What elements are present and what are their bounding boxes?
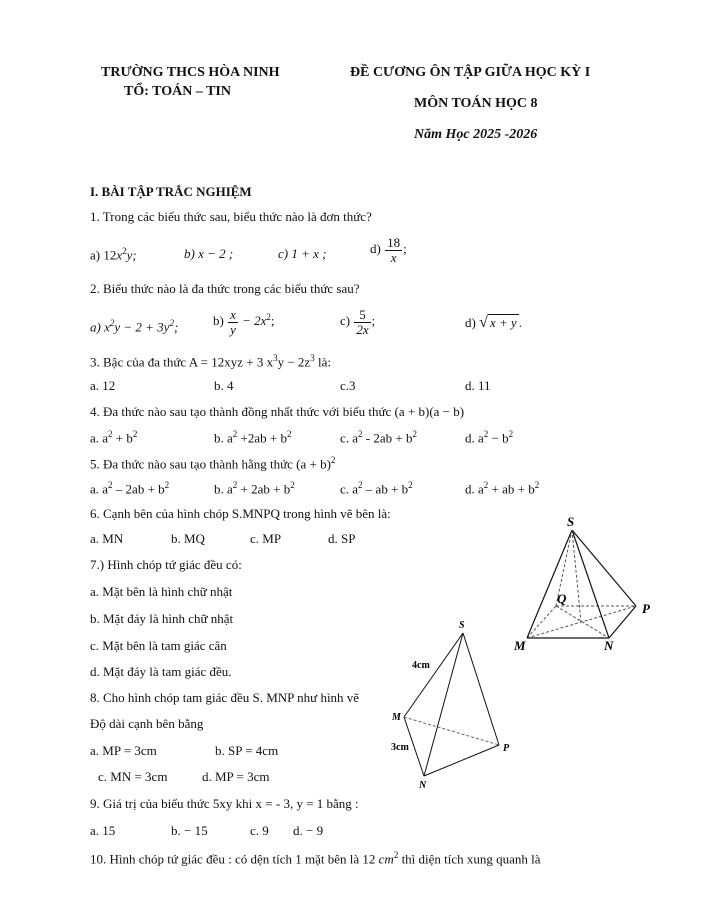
subject: MÔN TOÁN HỌC 8 [414, 96, 538, 111]
q3-option-a: a. 12 [90, 378, 116, 393]
school-name: TRƯỜNG THCS HÒA NINH [101, 65, 280, 80]
q7-option-c: c. Mặt bên là tam giác cân [90, 638, 227, 653]
label-Q: Q [557, 591, 567, 606]
q5-option-d: d. $a^2$ + ab + $b^2$ [465, 480, 540, 497]
q6-option-d: d. SP [328, 531, 356, 546]
question-8-text: 8. Cho hình chóp tam giác đều S. MNP như hình vẽ [90, 690, 360, 705]
question-1-text: 1. Trong các biểu thức sau, biểu thức nào là đơn thức? [90, 209, 372, 224]
label-P: P [642, 601, 650, 616]
q9-option-b: b. − 15 [171, 823, 208, 838]
q1-option-b: b) x − 2 ; [184, 246, 234, 261]
q9-option-d: d. − 9 [293, 823, 324, 838]
question-5-text: 5. Đa thức nào sau tạo thành hằng thức $(a + b)^2$ [90, 455, 336, 472]
q2-option-b: b) $\frac{x}{y}$ − $2x^2$; [213, 307, 275, 337]
q3-option-b: b. 4 [214, 378, 234, 393]
q7-option-a: a. Mặt bên là hình chữ nhật [90, 584, 233, 599]
question-9-text: 9. Giá trị của biểu thức 5xy khi x = - 3, y = 1 bằng : [90, 796, 359, 811]
label-S: S [459, 620, 465, 631]
q6-option-a: a. MN [90, 531, 124, 546]
q6-option-c: c. MP [250, 531, 282, 546]
label-N: N [419, 780, 427, 791]
q2-option-d: d) √ x + y . [465, 314, 522, 331]
q8-option-d: d. MP = 3cm [202, 769, 270, 784]
q7-option-d: d. Mặt đáy là tam giác đều. [90, 664, 232, 679]
edge-SP [463, 633, 499, 745]
q8-option-a: a. MP = 3cm [90, 743, 157, 758]
question-6-text: 6. Cạnh bên của hình chóp S.MNPQ trong hình vẽ bên là: [90, 506, 391, 521]
q9-option-a: a. 15 [90, 823, 116, 838]
label-M: M [514, 638, 526, 653]
q4-option-d: d. $a^2 - b^2$ [465, 429, 514, 446]
q8-option-c: c. MN = 3cm [98, 769, 168, 784]
q5-option-b: b. $a^2 + 2ab + b^2$ [214, 480, 295, 497]
document-title: ĐỀ CƯƠNG ÔN TẬP GIỮA HỌC KỲ I [350, 65, 591, 80]
label-M: M [392, 712, 401, 723]
q1-option-d: d) $\frac{18}{x}$ ; [370, 235, 407, 265]
edge-SN [424, 633, 463, 776]
q4-option-b: b. $a^2 +2ab + b^2$ [214, 429, 292, 446]
question-10-text: 10. Hình chóp tứ giác đều : có dện tích 1 mặt bên là 12 $cm^2$ thì diện tích xung quanh là [90, 850, 541, 867]
q6-option-b: b. MQ [171, 531, 205, 546]
q3-option-c: c.3 [340, 378, 356, 393]
school-year: Năm Học 2025 -2026 [414, 127, 538, 142]
q1-option-c: c) 1 + x ; [278, 246, 327, 261]
department: TỔ: TOÁN – TIN [124, 84, 231, 99]
q2-option-a: a) $x^2y - 2 + 3y^2$; [90, 318, 179, 335]
q8-option-b: b. SP = 4cm [215, 743, 279, 758]
label-P: P [503, 743, 510, 754]
label-N: N [604, 638, 614, 653]
q7-option-b: b. Mặt đáy là hình chữ nhật [90, 611, 234, 626]
question-3-text: 3. Bậc của đa thức A = 12xyz + 3 $x^3y - 2z^3$ là: [90, 353, 331, 370]
edge-MP [404, 717, 499, 745]
question-8-subtext: Độ dài cạnh bên bằng [90, 716, 204, 731]
q5-option-c: c. $a^2$ – ab + $b^2$ [340, 480, 413, 497]
edge-SM [404, 633, 463, 717]
q3-option-d: d. 11 [465, 378, 491, 393]
question-4-text: 4. Đa thức nào sau tạo thành đồng nhất thức với biểu thức (a + b)(a − b) [90, 404, 465, 419]
q2-option-c: c) $\frac{5}{2x}$ ; [340, 307, 376, 337]
question-2-text: 2. Biểu thức nào là đa thức trong các biểu thức sau? [90, 281, 360, 296]
label-S: S [567, 514, 575, 529]
section-title: I. BÀI TẬP TRẮC NGHIỆM [90, 184, 252, 199]
length-label-3cm: 3cm [391, 742, 409, 753]
q4-option-c: c. $a^2 - 2ab + b^2$ [340, 429, 417, 446]
q5-option-a: a. $a^2 - 2ab + b^2$ [90, 480, 170, 497]
q1-option-a: a) $12x^2y$; [90, 246, 137, 263]
q9-option-c: c. 9 [250, 823, 269, 838]
q4-option-a: a. $a^2 + b^2$ [90, 429, 138, 446]
length-label-4cm: 4cm [412, 660, 430, 671]
edge-NP [424, 745, 499, 776]
question-7-text: 7.) Hình chóp tứ giác đều có: [90, 557, 242, 572]
